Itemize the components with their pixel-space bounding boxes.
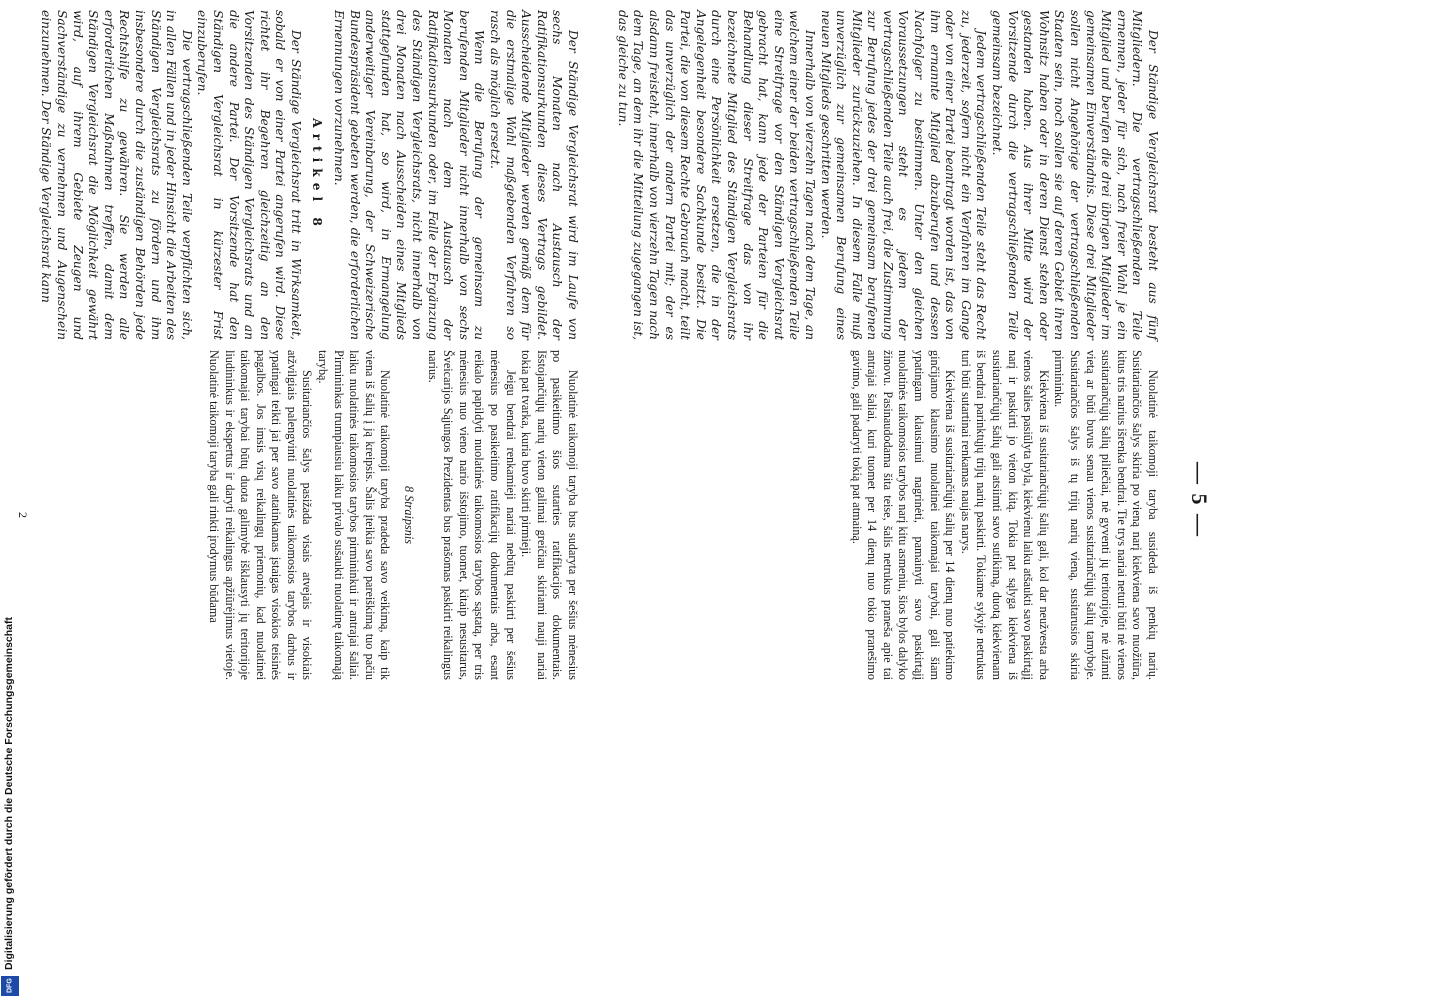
- paragraph: Nuolatinė taikomoji taryba bus sudaryta per šešius mėnesius po pasikeitimo šios sutarties ratifikacijos dokumentais. Išstojančiųjų narių vieton galimai greičiau skiriami nauji nariai tokia pat tvarka, kuria buvo skirti pirmieji.: [519, 350, 580, 680]
- dfg-logo-icon: DFG: [1, 976, 19, 996]
- footer-page-number: 2: [16, 512, 30, 518]
- paragraph: Susitariančios šalys pasižada visais atvejais ir visokiais atžvilgiais palengvinti nuolatinės taikomosios tarybos darbus ir ypatingai teikti jai per savo atatinkamas įstaigas visokios teisinės pagalbos. Jos imsis visų reikalingų priemonių, kad nuolatinei taikomajai tarybai būtų duota galimybė išklausyti jų teritorijoje liudininkus ir ekspertus ir daryti reikalingus apžiūrėjimus vietoje. Nuolatinė taikomoji taryba gali rinkti įrodymus būdama: [206, 350, 315, 680]
- paragraph: Der Ständige Vergleichsrat wird im Laufe von sechs Monaten nach Austausch der Ratifikationsurkunden dieses Vertrags gebildet. Ausscheidende Mitglieder werden gemäß dem für die erstmalige Wahl maßgebenden Verfahren so rasch als möglich ersetzt.: [488, 10, 580, 340]
- paragraph: Die vertragschließenden Teile verpflichten sich, in allen Fällen und in jeder Hinsicht die Arbeiten des Ständigen Vergleichsrats zu fördern und ihm insbesondere durch die zuständigen Behörden jede Rechtshilfe zu gewähren. Sie werden alle erforderlichen Maßnahmen treffen, damit dem Ständigen Vergleichsrat die Möglichkeit gewährt wird, auf ihrem Gebiete Zeugen und Sachverständige zu vernehmen und Augenschein einzunehmen. Der Ständige Vergleichsrat kann: [39, 10, 194, 340]
- digitization-credit: [0, 600, 22, 1000]
- paragraph: Kiekviena iš susitariančiųjų šalių per 14 dienų nuo patiekimo ginčijamo klausimo nuolatinei taikomajai tarybai, gali šiam ypatingam klausimui nagrinėti, pamainyti savo paskirtąjį nuolatinės taikomosios tarybos narį kitu asmeniu, šios bylos dalyko žinovu. Pasinaudodama šita teise, šalis netrukus praneša apie tai antrajai šaliai, kuri tuomet per 14 dienų nuo tokio pranešimo gavimo, gali padaryti tokią pat atmainą.: [849, 350, 958, 680]
- paragraph: Der Ständige Vergleichsrat besteht aus fünf Mitgliedern. Die vertragschließenden Teile ernennen, jeder für sich, nach freier Wahl je ein Mitglied und berufen die drei übrigen Mitglieder im gemeinsamen Einverständnis. Diese drei Mitglieder sollen nicht Angehörige der vertragschließenden Staaten sein, noch sollen sie auf deren Gebiet ihren Wohnsitz haben oder in deren Dienst stehen oder gestanden haben. Aus ihrer Mitte wird der Vorsitzende durch die vertragschließenden Teile gemeinsam bezeichnet.: [990, 10, 1160, 340]
- german-column-top: [600, 10, 1160, 340]
- page-number-header: — 5 —: [1187, 462, 1212, 538]
- lithuanian-column-top: [660, 350, 1160, 680]
- article-heading-de: Artikel 8: [310, 118, 325, 232]
- paragraph: Wenn die Berufung der gemeinsam zu berufenden Mitglieder nicht innerhalb von sechs Monaten nach dem Austausch der Ratifikationsurkunden oder, im Falle der Ergänzung des Ständigen Vergleichsrats, nicht innerhalb von drei Monaten nach Ausscheiden eines Mitglieds stattgefunden hat, so wird, in Ermangelung anderweitiger Vereinbarung, der Schweizerische Bundespräsident gebeten werden, die erforderlichen Ernennungen vorzunehmen.: [332, 10, 487, 340]
- credit-text: Digitalisierung gefördert durch die Deutsche Forschungsgemeinschaft: [3, 617, 15, 970]
- german-column-bottom: [20, 10, 580, 340]
- paragraph: Nuolatinė taikomoji taryba pradeda savo veikimą, kaip tik viena iš šalių į ją kreipsis. Šalis įteikia savo pareiškimą tuo pačiu laiku nuolatinės taikomosios tarybos pirmininkui ir antrajai šaliai. Pirmininkas trumpiausiu laiku privalo sušaukti nuolatinę taikomąją tarybą.: [316, 350, 393, 680]
- paragraph: Innerhalb von vierzehn Tagen nach dem Tage, an welchem einer der beiden vertragschließenden Teile eine Streitfrage vor den Ständigen Vergleichsrat gebracht hat, kann jede der Parteien für die Behandlung dieser Streitfrage das von ihr bezeichnete Mitglied des Ständigen Vergleichsrats durch eine Persönlichkeit ersetzen, die in der Angelegenheit besondere Sachkunde besitzt. Die Partei, die von diesem Rechte Gebrauch macht, teilt das unverzüglich der andern Partei mit; der es alsdann freisteht, innerhalb von vierzehn Tagen nach dem Tage, an dem ihr die Mitteilung zugegangen ist, das gleiche zu tun.: [615, 10, 817, 340]
- paragraph: Kiekviena iš susitariančiųjų šalių gali, kol dar neužvesta arba vienos šalies pasiūlyta byla, kiekvienu laiku atšaukti savo paskirtąjį narį ir paskirti jo vieton kitą. Tokia pat sąlyga kiekviena iš susitariančiųjų šalių gali atsiimti savo sutikimą, duotą kiekvienam iš bendrai parinktųjų trijų narių paskirti. Tokiame sykyje netrukus turi būti sutartinai renkamas naujas narys.: [958, 350, 1051, 680]
- paragraph: Jedem vertragschließenden Teile steht das Recht zu, jederzeit, sofern nicht ein Verfahren im Gange oder von einer Partei beantragt worden ist, das von ihm ernannte Mitglied abzuberufen und dessen Nachfolger zu bestimmen. Unter den gleichen Voraussetzungen steht es jedem der vertragschließenden Teile auch frei, die Zustimmung zur Berufung jedes der drei gemeinsam berufenen Mitglieder zurückzuziehen. In diesem Falle muß unverzüglich zur gemeinsamen Berufung eines neuen Mitglieds geschritten werden.: [818, 10, 989, 340]
- paragraph: Nuolatinė taikomoji taryba susideda iš penkių narių. Susitariančios šalys skiria po vieną narį kiekviena savo nuožiūra, kitus tris narius išrenka bendrai. Tie trys nariai neturi būti nė vienos susitariančiųjų šalių piliečiai, nė gyventi jų teritorijoje, nė užimti vietą ar būti buvus senau vienos susitariančiųjų šalių tarnyboje. Susitariančios šalys iš tų trijų narių vieną, susitarusios skiria pirmininku.: [1052, 350, 1160, 680]
- article-heading-lt: 8 Straipsnis: [402, 486, 417, 544]
- paragraph: Der Ständige Vergleichsrat tritt in Wirksamkeit, sobald er von einer Partei angerufen wird. Diese richtet ihr Begehren gleichzeitig an den Vorsitzenden des Ständigen Vergleichsrats und an die andere Partei. Der Vorsitzende hat den Ständigen Vergleichsrat in kürzester Frist einzuberufen.: [195, 10, 303, 340]
- paragraph: Jeigu bendrai renkamieji nariai nebūtų paskirti per šešius mėnesius po pasikeitimo ratifikacijų dokumentais arba, esant reikalo papildyti nuolatinės taikomosios tarybos sąstatą, per tris mėnesius nuo vieno nario išstojimo, tuomet, kitaip nesusitarus, Šveicarijos Sąjungos Prezidentas bus prašomas paskirti reikalingus narius.: [425, 350, 518, 680]
- lithuanian-column-bottom: [20, 350, 580, 680]
